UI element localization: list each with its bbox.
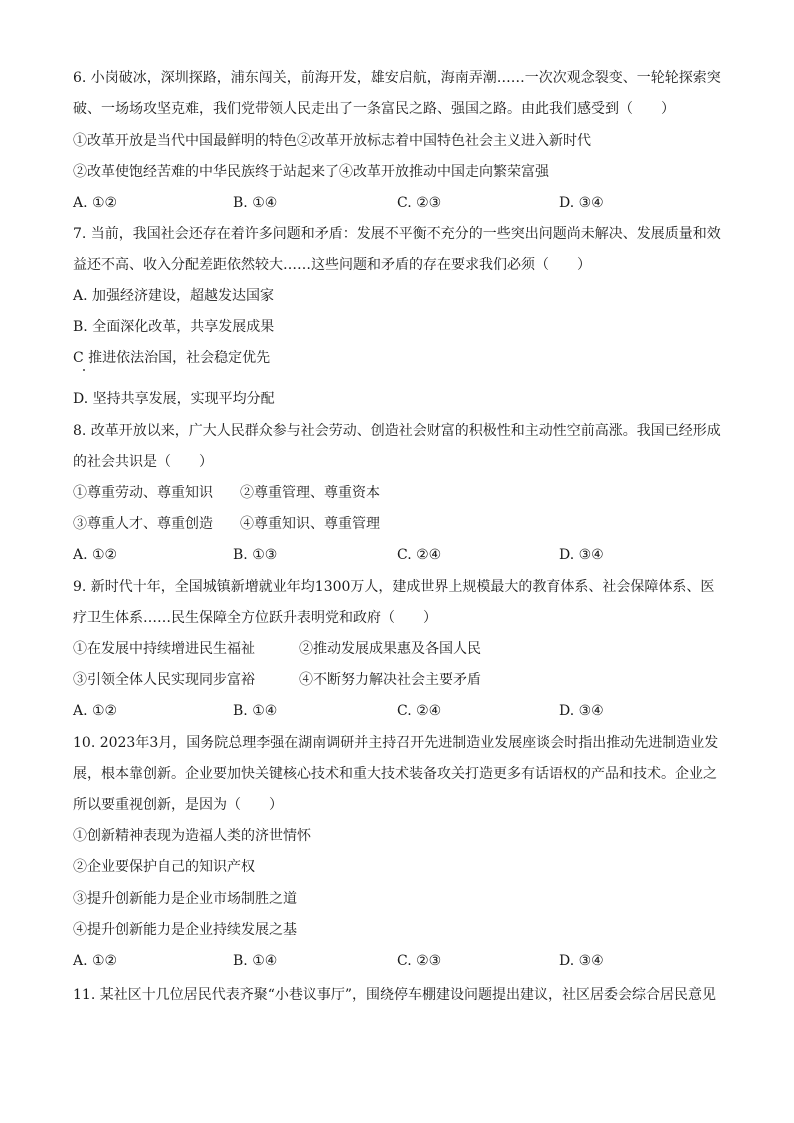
q8-statements-row2	[73, 515, 733, 533]
q9-options	[73, 702, 733, 720]
q6-stem-line1: 6. 小岗破冰，深圳探路，浦东闯关，前海开发，雄安启航，海南弄潮……一次次观念裂变、一轮轮探索突	[73, 70, 721, 86]
q6-option-d[interactable]: D. ③④	[559, 195, 604, 211]
q8-statements-row1	[73, 484, 733, 502]
q10-statement-2: ②企业要保护自己的知识产权	[73, 859, 255, 875]
q8-statement-3: ③尊重人才、尊重创造	[73, 516, 213, 532]
q6-statement-1-2: ①改革开放是当代中国最鲜明的特色②改革开放标志着中国特色社会主义进入新时代	[73, 133, 591, 149]
q7-option-b[interactable]: B. 全面深化改革，共享发展成果	[73, 319, 275, 335]
q8-statement-4: ④尊重知识、尊重管理	[240, 516, 380, 532]
q10-statement-3: ③提升创新能力是企业市场制胜之道	[73, 891, 297, 907]
q8-option-c[interactable]: C. ②④	[397, 547, 442, 563]
q6-stem-line2: 破、一场场攻坚克难，我们党带领人民走出了一条富民之路、强国之路。由此我们感受到（ ）	[73, 101, 675, 117]
q6-options	[73, 194, 733, 212]
q7-option-a[interactable]: A. 加强经济建设，超越发达国家	[73, 288, 275, 304]
q9-statement-1: ①在发展中持续增进民生福祉	[73, 641, 255, 657]
q10-statement-4: ④提升创新能力是企业持续发展之基	[73, 922, 297, 938]
q9-option-b[interactable]: B. ①④	[233, 703, 278, 719]
q8-option-d[interactable]: D. ③④	[559, 547, 604, 563]
stray-mark	[83, 369, 85, 371]
q7-option-c[interactable]: C 推进依法治国，社会稳定优先	[73, 350, 271, 366]
q10-options	[73, 952, 733, 970]
q10-option-c[interactable]: C. ②③	[397, 953, 442, 969]
q8-stem-line2: 的社会共识是（ ）	[73, 454, 213, 470]
q6-option-c[interactable]: C. ②③	[397, 195, 442, 211]
q9-option-d[interactable]: D. ③④	[559, 703, 604, 719]
q8-options	[73, 546, 733, 564]
q9-statement-3: ③引领全体人民实现同步富裕	[73, 672, 255, 688]
q10-option-d[interactable]: D. ③④	[559, 953, 604, 969]
q8-stem-line1: 8. 改革开放以来，广大人民群众参与社会劳动、创造社会财富的积极性和主动性空前高涨。我国已经形成	[73, 423, 721, 439]
q9-option-c[interactable]: C. ②④	[397, 703, 442, 719]
q9-statements-row2	[73, 671, 733, 689]
q8-option-a[interactable]: A. ①②	[73, 547, 118, 563]
q6-option-a[interactable]: A. ①②	[73, 195, 118, 211]
q9-stem-line2: 疗卫生体系……民生保障全方位跃升表明党和政府（ ）	[73, 610, 437, 626]
q10-stem-line3: 所以要重视创新，是因为（ ）	[73, 797, 283, 813]
q10-option-b[interactable]: B. ①④	[233, 953, 278, 969]
q10-stem-line1: 10. 2023年3月，国务院总理李强在湖南调研并主持召开先进制造业发展座谈会时指出推动先进制造业发	[73, 735, 719, 751]
q9-statements-row1	[73, 640, 733, 658]
q7-option-d[interactable]: D. 坚持共享发展，实现平均分配	[73, 391, 275, 407]
q9-option-a[interactable]: A. ①②	[73, 703, 118, 719]
q9-statement-4: ④不断努力解决社会主要矛盾	[299, 672, 481, 688]
q10-option-a[interactable]: A. ①②	[73, 953, 118, 969]
q8-statement-2: ②尊重管理、尊重资本	[240, 485, 380, 501]
q11-stem-line1: 11. 某社区十几位居民代表齐聚“小巷议事厅”，围绕停车棚建设问题提出建议，社区居委会综合居民意见	[73, 987, 717, 1003]
q10-stem-line2: 展，根本靠创新。企业要加快关键核心技术和重大技术装备攻关打造更多有话语权的产品和技术。企业之	[73, 766, 717, 782]
q7-stem-line1: 7. 当前，我国社会还存在着许多问题和矛盾：发展不平衡不充分的一些突出问题尚未解决、发展质量和效	[73, 226, 721, 242]
q7-stem-line2: 益还不高、收入分配差距依然较大……这些问题和矛盾的存在要求我们必须（ ）	[73, 257, 591, 273]
q6-statement-3-4: ②改革使饱经苦难的中华民族终于站起来了④改革开放推动中国走向繁荣富强	[73, 164, 549, 180]
q10-statement-1: ①创新精神表现为造福人类的济世情怀	[73, 828, 311, 844]
q9-statement-2: ②推动发展成果惠及各国人民	[299, 641, 481, 657]
q8-statement-1: ①尊重劳动、尊重知识	[73, 485, 213, 501]
q6-option-b[interactable]: B. ①④	[233, 195, 278, 211]
q9-stem-line1: 9. 新时代十年，全国城镇新增就业年均1300万人，建成世界上规模最大的教育体系、社会保障体系、医	[73, 579, 715, 595]
q8-option-b[interactable]: B. ①③	[233, 547, 278, 563]
